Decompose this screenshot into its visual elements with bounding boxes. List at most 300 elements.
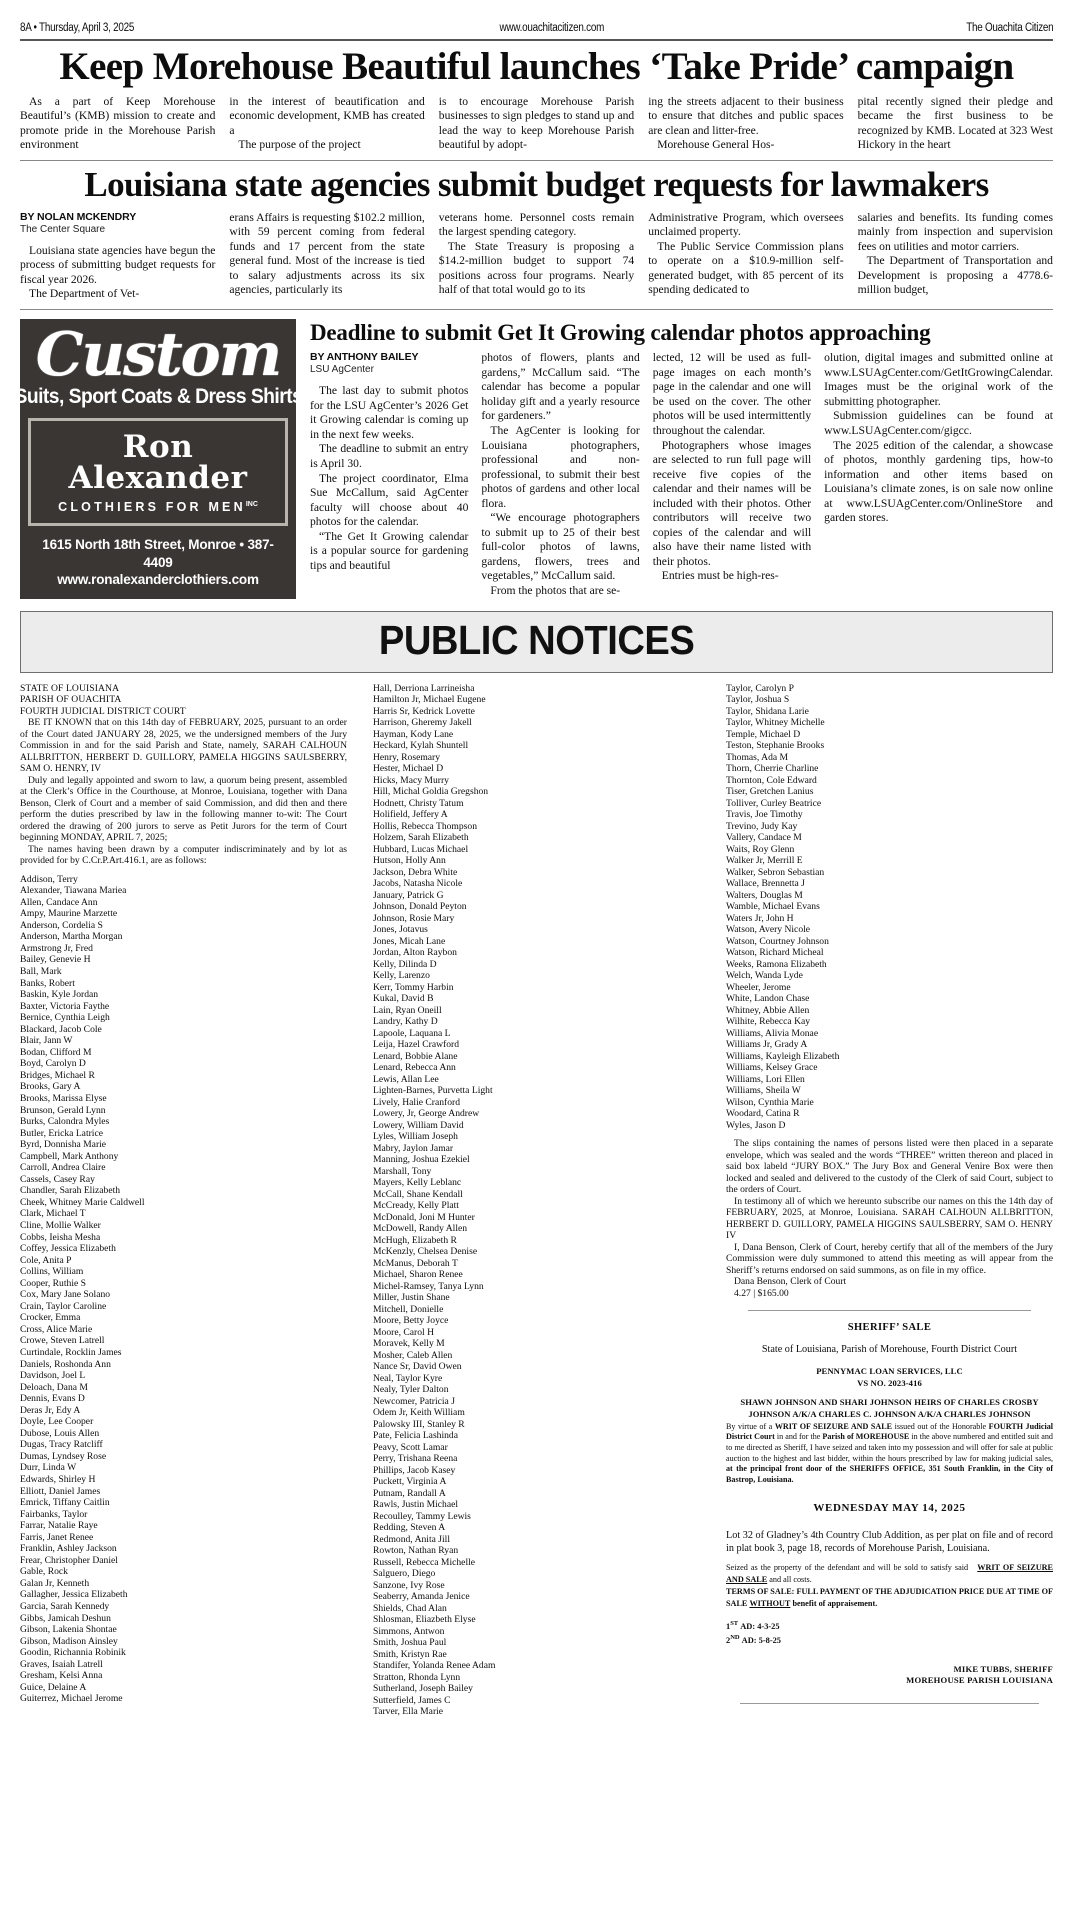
paragraph: The 2025 edition of the calendar, a showcase of photos, monthly gardening tips, how-to information and other items based on Louisiana’s climate zones, is on sale now online at www.LSUAgCenter.com/OnlineStore and garden stores. — [824, 438, 1053, 525]
juror-name: Lain, Ryan Oneill — [373, 1004, 442, 1016]
juror-name: Jones, Jotavus — [373, 924, 428, 936]
juror-name: Woodard, Catina R — [726, 1108, 800, 1120]
juror-name: Crain, Taylor Caroline — [20, 1300, 107, 1312]
sheriff-sale-date: WEDNESDAY MAY 14, 2025 — [813, 1501, 966, 1514]
juror-name-list-3 — [726, 683, 1053, 1132]
article2-byline-org: The Center Square — [20, 223, 106, 235]
juror-name: Hodnett, Christy Tatum — [373, 797, 464, 809]
juror-name: Hill, Michal Goldia Gregshon — [373, 786, 489, 798]
writ-court: FOURTH Judicial District Court — [726, 1421, 1053, 1442]
paragraph: salaries and benefits. Its funding comes mainly from inspection and supervision fees on utilities and motor carriers. — [857, 210, 1053, 253]
juror-name: White, Landon Chase — [726, 993, 810, 1005]
juror-name: Williams, Lori Ellen — [726, 1073, 805, 1085]
juror-name: Putnam, Randall A — [373, 1487, 446, 1499]
juror-name: Bodan, Clifford M — [20, 1046, 92, 1058]
juror-name: Jacobs, Natasha Nicole — [373, 878, 463, 890]
juror-name: Landry, Kathy D — [373, 1016, 438, 1028]
jury-court: FOURTH JUDICIAL DISTRICT COURT — [20, 705, 186, 717]
seized-writ-bold: WRIT OF SEIZURE AND SALE — [726, 1563, 1053, 1585]
juror-name: Lenard, Bobbie Alane — [373, 1050, 458, 1062]
juror-name: Hamilton Jr, Michael Eugene — [373, 694, 486, 706]
notice-separator — [748, 1310, 1031, 1311]
paragraph: Photographers whose images are selected to run full page will receive five copies of the calendar and their names will be included with their photos. Other contributors will receive two copies of the calendar and will also have their name listed with their photos. — [652, 438, 812, 568]
paragraph: ing the streets adjacent to their business to ensure that ditches and public spaces are clean and litter-free. — [648, 94, 844, 137]
juror-name: Cole, Anita P — [20, 1254, 72, 1266]
juror-name: Phillips, Jacob Kasey — [373, 1464, 456, 1476]
juror-name: Weeks, Ramona Elizabeth — [726, 958, 827, 970]
article1-column-4 — [648, 95, 843, 153]
juror-name: Galan Jr, Kenneth — [20, 1577, 90, 1589]
paragraph: The deadline to submit an entry is April 30. — [310, 442, 469, 471]
juror-name: Wilhite, Rebecca Kay — [726, 1016, 811, 1028]
juror-name: Newcomer, Patricia J — [373, 1395, 455, 1407]
ad1-date: AD: 4-3-25 — [740, 1621, 780, 1631]
juror-name: Elliott, Daniel James — [20, 1485, 101, 1497]
juror-name: Burks, Calondra Myles — [20, 1116, 110, 1128]
juror-name: Whitney, Abbie Allen — [726, 1004, 810, 1016]
article1-headline: Keep Morehouse Beautiful launches ‘Take Pride’ campaign — [59, 45, 1014, 88]
ad1-superscript: ST — [730, 1619, 739, 1627]
juror-name: Gallagher, Jessica Elizabeth — [20, 1589, 128, 1601]
juror-name: Armstrong Jr, Fred — [20, 942, 93, 954]
paragraph: The last day to submit photos for the LSU AgCenter’s 2026 Get it Growing calendar is coming up in the next few weeks. — [310, 384, 469, 441]
juror-name: Redding, Steven A — [373, 1522, 446, 1534]
juror-name: Marshall, Tony — [373, 1165, 432, 1177]
juror-name: Hayman, Kody Lane — [373, 728, 454, 740]
juror-name: Clark, Michael T — [20, 1208, 86, 1220]
writ-city: in the City of Bastrop, Louisiana. — [726, 1464, 1054, 1484]
juror-name: Cox, Mary Jane Solano — [20, 1289, 111, 1301]
paragraph: Morehouse General Hos- — [657, 138, 775, 152]
article3-wrapper — [310, 319, 1053, 599]
paragraph: From the photos that are se- — [490, 584, 621, 598]
juror-name: Wheeler, Jerome — [726, 981, 791, 993]
juror-name: Dumas, Lyndsey Rose — [20, 1450, 107, 1462]
juror-name: Moore, Betty Joyce — [373, 1315, 449, 1327]
juror-name: Watson, Courtney Johnson — [726, 935, 829, 947]
paragraph: The Department of Vet- — [29, 287, 140, 301]
juror-name: Alexander, Tiawana Mariea — [20, 885, 127, 897]
article2-column-1 — [20, 211, 215, 302]
ad2-date: AD: 5-8-25 — [741, 1636, 781, 1646]
ad2-ordinal: 2 — [726, 1636, 731, 1646]
paragraph: erans Affairs is requesting $102.2 million, with 59 percent coming from federal funds and 17 percent from the state general fund. Most of the increase is tied to salary adjustments across its six agencies, particularly its — [229, 210, 425, 297]
juror-name: Doyle, Lee Cooper — [20, 1416, 94, 1428]
ad-business-name: Ron Alexander — [68, 429, 248, 497]
juror-name: Perry, Trishana Reena — [373, 1453, 458, 1465]
paragraph: The project coordinator, Elma Sue McCallum, said AgCenter faculty will choose about 40 photos for the calendar. — [310, 471, 469, 529]
juror-name: Lighten-Barnes, Purvetta Light — [373, 1085, 493, 1097]
juror-name: Taylor, Carolyn P — [726, 682, 794, 694]
juror-name: Goodin, Richannia Robinik — [20, 1647, 126, 1659]
juror-name: Bridges, Michael R — [20, 1069, 95, 1081]
juror-name: January, Patrick G — [373, 889, 444, 901]
juror-name: Guice, Delaine A — [20, 1681, 87, 1693]
juror-name: Mitchell, Donielle — [373, 1303, 444, 1315]
juror-name: Fairbanks, Taylor — [20, 1508, 88, 1520]
jury-paragraph-3: The names having been drawn by a computer indiscriminately and by lot as provided for by C.Cr.P.Art.416.1, are as follows: — [20, 843, 347, 867]
juror-name: Collins, William — [20, 1266, 84, 1278]
juror-name: Neal, Taylor Kyre — [373, 1372, 443, 1384]
juror-name: McDonald, Joni M Hunter — [373, 1211, 475, 1223]
juror-name: Baxter, Victoria Faythe — [20, 1000, 110, 1012]
juror-name: McKenzly, Chelsea Denise — [373, 1246, 478, 1258]
juror-name: Holifield, Jeffery A — [373, 809, 448, 821]
sheriff-name: MIKE TUBBS, SHERIFF — [953, 1663, 1053, 1674]
paragraph: “We encourage photographers to submit up to 25 of their best full-color photos of lawns, gardens, flowers, trees and vegetables,” McCallum said. — [481, 511, 640, 583]
juror-name: Shlosman, Eliazbeth Elyse — [373, 1614, 476, 1626]
juror-name: Blair, Jann W — [20, 1035, 73, 1047]
juror-name: Michel-Ramsey, Tanya Lynn — [373, 1280, 484, 1292]
juror-name: Brooks, Marissa Elyse — [20, 1092, 107, 1104]
sheriff-parish: MOREHOUSE PARISH LOUISIANA — [906, 1675, 1053, 1686]
juror-name: Guiterrez, Michael Jerome — [20, 1693, 123, 1705]
juror-name: Travis, Joe Timothy — [726, 809, 803, 821]
article2-column-5 — [858, 211, 1053, 302]
juror-name: Jones, Micah Lane — [373, 935, 446, 947]
juror-name: Cross, Alice Marie — [20, 1323, 93, 1335]
juror-name: McCall, Shane Kendall — [373, 1188, 463, 1200]
article1-column-5 — [858, 95, 1053, 153]
juror-name: Kerr, Tommy Harbin — [373, 981, 454, 993]
paragraph: Louisiana state agencies have begun the process of submitting budget requests for fiscal year 2026. — [20, 243, 216, 286]
paragraph: photos of flowers, plants and gardens,” McCallum said. “The calendar has become a popular holiday gift and a yearly resource for gardeners.” — [481, 351, 640, 423]
juror-name: Holzem, Sarah Elizabeth — [373, 832, 469, 844]
juror-name: Watson, Avery Nicole — [726, 924, 811, 936]
juror-name: Blackard, Jacob Cole — [20, 1023, 102, 1035]
juror-name: Lyles, William Joseph — [373, 1131, 458, 1143]
juror-name: Shields, Chad Alan — [373, 1602, 447, 1614]
juror-name: Stratton, Rhonda Lynn — [373, 1671, 461, 1683]
juror-name: Rawls, Justin Michael — [373, 1499, 459, 1511]
juror-name: Sanzone, Ivy Rose — [373, 1579, 445, 1591]
juror-name: Thornton, Cole Edward — [726, 774, 817, 786]
paragraph: Entries must be high-res- — [661, 569, 779, 583]
juror-name: Lowery, Jr, George Andrew — [373, 1108, 480, 1120]
sheriff-defendant-line-1: SHAWN JOHNSON AND SHARI JOHNSON HEIRS OF CHARLES CROSBY — [740, 1397, 1039, 1408]
juror-name: Hollis, Rebecca Thompson — [373, 820, 478, 832]
juror-name: Watson, Richard Micheal — [726, 947, 824, 959]
juror-name: Coffey, Jessica Elizabeth — [20, 1243, 116, 1255]
notices-column-1 — [20, 683, 347, 1718]
juror-name: Temple, Michael D — [726, 728, 801, 740]
juror-name: Mabry, Jaylon Jamar — [373, 1142, 454, 1154]
juror-name: Sutherland, Joseph Bailey — [373, 1683, 473, 1695]
ad2-superscript: ND — [730, 1634, 740, 1642]
ad-website[interactable]: www.ronalexanderclothiers.com — [57, 572, 259, 588]
juror-name: Kelly, Larenzo — [373, 970, 430, 982]
jury-cost-line: 4.27 | $165.00 — [734, 1287, 789, 1299]
juror-name: Smith, Kristyn Rae — [373, 1648, 447, 1660]
terms-tail: benefit of appraisement. — [792, 1598, 878, 1608]
juror-name: Carroll, Andrea Claire — [20, 1162, 106, 1174]
juror-name: Bailey, Genevie H — [20, 954, 91, 966]
article3-column-3 — [653, 351, 811, 598]
juror-name: Daniels, Roshonda Ann — [20, 1358, 111, 1370]
jury-closing-3: I, Dana Benson, Clerk of Court, hereby certify that all of the members of the Jury Commission were duly summoned to attend this meeting as will appear from the Sheriff’s returns endorsed on said summons, as on file in my office. — [726, 1241, 1053, 1276]
writ-issued: issued out of the Honorable — [894, 1421, 987, 1431]
paragraph: Submission guidelines can be found at www.LSUAgCenter.com/gigcc. — [824, 409, 1053, 438]
article-divider-1 — [20, 160, 1053, 161]
juror-name: Salguero, Diego — [373, 1568, 436, 1580]
sheriff-signature-block — [726, 1664, 1053, 1687]
terms-text: FULL PAYMENT OF THE ADJUDICATION PRICE DUE AT TIME OF SALE — [726, 1587, 1054, 1608]
juror-name: Henry, Rosemary — [373, 751, 441, 763]
juror-name: Cobbs, Ieisha Mesha — [20, 1231, 101, 1243]
juror-name: Walters, Douglas M — [726, 889, 803, 901]
juror-name: Standifer, Yolanda Renee Adam — [373, 1660, 496, 1672]
sheriff-terms-of-sale — [726, 1586, 1053, 1610]
ron-alexander-advertisement[interactable] — [14, 319, 302, 599]
juror-name: Sutterfield, James C — [373, 1694, 451, 1706]
ad-tagline-inc: INC — [245, 500, 258, 508]
juror-name: Manning, Joshua Ezekiel — [373, 1154, 470, 1166]
juror-name: Boyd, Carolyn D — [20, 1058, 86, 1070]
juror-name: Deras Jr, Edy A — [20, 1404, 81, 1416]
article2-headline: Louisiana state agencies submit budget requests for lawmakers — [84, 164, 989, 204]
juror-name: Russell, Rebecca Michelle — [373, 1556, 476, 1568]
jury-closing-2: In testimony all of which we hereunto subscribe our names on this the 14th day of FEBRUARY, 2025, at Monroe, Louisiana. SARAH CALHOUN ALLBRITTON, HERBERT D. GUILLORY, PAMELA HIGGINS SAULSBERRY, SAM O. HENRY IV — [726, 1195, 1053, 1242]
juror-name: Crowe, Steven Latrell — [20, 1335, 105, 1347]
juror-name: Welch, Wanda Lyde — [726, 970, 803, 982]
juror-name: Jackson, Debra White — [373, 866, 458, 878]
juror-name: Hall, Derriona Larrineisha — [373, 682, 475, 694]
article2-column-3 — [439, 211, 634, 302]
sheriff-ad-dates — [726, 1619, 1053, 1648]
juror-name: Lenard, Rebecca Ann — [373, 1062, 456, 1074]
jury-paragraph-2: Duly and legally appointed and sworn to law, a quorum being present, assembled at the Clerk’s Office in the Courthouse, at Monroe, Louisiana, together with Dana Benson, Clerk of Court and a member of said Commission, and did then and there perform the duties prescribed by law in the following manner to-wit: The Court ordered the drawing of 200 jurors to serve as Petit Jurors for the term of Court beginning MONDAY, APRIL 7, 2025; — [20, 774, 347, 844]
juror-name: Graves, Isaiah Latrell — [20, 1658, 103, 1670]
juror-name: Cassels, Casey Ray — [20, 1173, 95, 1185]
juror-name: Wyles, Jason D — [726, 1119, 786, 1131]
juror-name: Frear, Christopher Daniel — [20, 1554, 118, 1566]
notices-column-3 — [726, 683, 1053, 1718]
juror-name: Pate, Felicia Lashinda — [373, 1430, 458, 1442]
juror-name: Chandler, Sarah Elizabeth — [20, 1185, 121, 1197]
jury-clerk-signature: Dana Benson, Clerk of Court — [734, 1276, 847, 1288]
juror-name: Wallace, Brennetta J — [726, 878, 805, 890]
juror-name: Wamble, Michael Evans — [726, 901, 820, 913]
article3-byline-org: LSU AgCenter — [310, 364, 374, 376]
juror-name: Heckard, Kylah Shuntell — [373, 740, 469, 752]
juror-name: Curtindale, Rocklin James — [20, 1347, 122, 1358]
jury-parish: PARISH OF OUACHITA — [20, 694, 122, 706]
juror-name: Jordan, Alton Raybon — [373, 947, 457, 959]
ad-tagline-text: CLOTHIERS FOR MEN — [58, 500, 246, 515]
juror-name: Leija, Hazel Crawford — [373, 1039, 460, 1051]
paragraph: The purpose of the project — [238, 138, 361, 152]
juror-name: Thomas, Ada M — [726, 751, 789, 763]
paragraph: The State Treasury is proposing a $14.2-million budget to support 74 positions across four programs. Nearly half of that total would go to its — [438, 239, 635, 297]
juror-name: Addison, Terry — [20, 873, 78, 885]
juror-name: Mosher, Caleb Allen — [373, 1349, 453, 1361]
jury-paragraph-1: BE IT KNOWN that on this 14th day of FEBRUARY, 2025, pursuant to an order of the Court dated JANUARY 28, 2025, we the undersigned members of the Jury Commission in and for the said Parish and State, namely, SARAH CALHOUN ALLBRITTON, HERBERT D. GUILLORY, PAMELA HIGGINS SAULSBERRY, SAM O. HENRY, IV — [20, 717, 347, 775]
writ-parish: Parish of MOREHOUSE — [822, 1432, 910, 1442]
seized-tail: and all costs. — [769, 1575, 812, 1585]
article3-byline: BY ANTHONY BAILEY — [310, 351, 419, 364]
juror-name: Brunson, Gerald Lynn — [20, 1104, 106, 1116]
article1-column-3 — [439, 95, 634, 153]
juror-name: Rowton, Nathan Ryan — [373, 1545, 459, 1557]
juror-name: Taylor, Shidana Larie — [726, 705, 809, 717]
juror-name: Taylor, Joshua S — [726, 694, 790, 706]
article2-column-4 — [648, 211, 843, 302]
juror-name: Franklin, Ashley Jackson — [20, 1543, 117, 1555]
juror-name: Dubose, Louis Allen — [20, 1427, 100, 1439]
paragraph: in the interest of beautification and economic development, KMB has created a — [229, 94, 425, 137]
juror-name: Gibbs, Jamicah Deshun — [20, 1612, 111, 1624]
page-masthead — [20, 22, 1053, 39]
article3-headline: Deadline to submit Get It Growing calendar photos approaching — [310, 319, 931, 345]
juror-name: Thorn, Cherrie Charline — [726, 763, 819, 775]
writ-intro: By virtue of a — [726, 1421, 773, 1431]
paragraph: veterans home. Personnel costs remain the largest spending category. — [438, 210, 635, 239]
article1-column-1 — [20, 95, 215, 153]
writ-detail: in the above numbered and entitled suit and to me directed as Sheriff, I have seized and taken into my possession and will offer for sale at public auction to the highest and last bidder, within the hours prescribed by law for making judicial sales, — [726, 1432, 1053, 1463]
paragraph: pital recently signed their pledge and became the first business to be recognized by KMB. Located at 323 West Hickory in the heart — [857, 94, 1053, 152]
juror-name: Moore, Carol H — [373, 1326, 435, 1338]
sheriff-ad-first — [726, 1619, 1053, 1633]
juror-name: Waters Jr, John H — [726, 912, 794, 924]
juror-name: Durr, Linda W — [20, 1462, 77, 1474]
paragraph: Administrative Program, which oversees unclaimed property. — [648, 210, 844, 239]
juror-name: Seaberry, Amanda Jenice — [373, 1591, 470, 1603]
juror-name: Anderson, Martha Morgan — [20, 931, 123, 943]
juror-name: Hicks, Macy Murry — [373, 774, 449, 786]
ad-script-logo: Custom — [35, 319, 281, 390]
sheriff-plaintiff: PENNYMAC LOAN SERVICES, LLC — [816, 1365, 963, 1376]
juror-name: Lively, Halie Cranford — [373, 1096, 461, 1108]
juror-name: Edwards, Shirley H — [20, 1474, 96, 1486]
sheriff-ad-second — [726, 1633, 1053, 1647]
sheriff-sale-title: SHERIFF’ SALE — [847, 1322, 932, 1334]
juror-name: Vallery, Candace M — [726, 832, 802, 844]
juror-name: Allen, Candace Ann — [20, 896, 98, 908]
juror-name: Wilson, Cynthia Marie — [726, 1096, 814, 1108]
article1-column-2 — [229, 95, 424, 153]
notices-column-2 — [373, 683, 700, 1718]
juror-name: Garcia, Sarah Kennedy — [20, 1601, 110, 1613]
juror-name: Lapoole, Laquana L — [373, 1027, 451, 1039]
masthead-website[interactable]: www.ouachitacitizen.com — [499, 22, 605, 34]
article3-column-1 — [310, 351, 468, 598]
article2-column-2 — [229, 211, 424, 302]
juror-name: Odem Jr, Keith William — [373, 1407, 465, 1419]
juror-name: Lewis, Allan Lee — [373, 1073, 439, 1085]
masthead-divider — [20, 39, 1053, 41]
juror-name: McManus, Deborah T — [373, 1257, 458, 1269]
juror-name: Davidson, Joel L — [20, 1370, 86, 1382]
seized-text: Seized as the property of the defendant and will be sold to satisfy said — [726, 1563, 969, 1573]
public-notices-title: PUBLIC NOTICES — [378, 616, 695, 663]
jury-closing-1: The slips containing the names of persons listed were then placed in a separate envelope, which was sealed and the words “THREE” written thereon and placed in said box labeld “JURY BOX.” The Jury Box and General Venire Box were then locked and sealed and delivered to the custody of the Clerk of said Court, subject to the orders of Court. — [726, 1138, 1053, 1196]
article3-column-4 — [824, 351, 1053, 598]
juror-name: Taylor, Whitney Michelle — [726, 717, 825, 729]
juror-name: Dennis, Evans D — [20, 1393, 85, 1405]
juror-name: Williams, Kelsey Grace — [726, 1062, 818, 1074]
juror-name: Moravek, Kelly M — [373, 1338, 445, 1350]
juror-name: Williams, Sheila W — [726, 1085, 801, 1097]
juror-name: Walker Jr, Merrill E — [726, 855, 803, 867]
juror-name: Teston, Stephanie Brooks — [726, 740, 825, 752]
ad1-ordinal: 1 — [726, 1621, 731, 1631]
juror-name: Simmons, Antwon — [373, 1625, 445, 1637]
juror-name-list-2 — [373, 683, 700, 1718]
juror-name: Butler, Ericka Latrice — [20, 1127, 103, 1139]
juror-name: Williams, Kayleigh Elizabeth — [726, 1050, 840, 1062]
juror-name: Nance Sr, David Owen — [373, 1361, 462, 1373]
juror-name: Michael, Sharon Renee — [373, 1269, 463, 1281]
writ-phrase: WRIT OF SEIZURE AND SALE — [774, 1421, 893, 1431]
juror-name: Bernice, Cynthia Leigh — [20, 1012, 110, 1024]
juror-name: Tarver, Ella Marie — [373, 1706, 444, 1718]
juror-name: Ampy, Maurine Marzette — [20, 908, 118, 920]
juror-name: Byrd, Donnisha Marie — [20, 1139, 107, 1151]
ad-subtitle: Suits, Sport Coats & Dress Shirts — [14, 385, 302, 409]
public-notices-banner — [20, 611, 1053, 673]
article3-column-2 — [481, 351, 639, 598]
paragraph: “The Get It Growing calendar is a popular source for gardening tips and beautiful — [310, 529, 469, 572]
juror-name: Hubbard, Lucas Michael — [373, 843, 469, 855]
masthead-paper-name: The Ouachita Citizen — [965, 22, 1053, 34]
ad-address: 1615 North 18th Street, Monroe • 387-4409 — [42, 537, 274, 571]
juror-name: Cline, Mollie Walker — [20, 1219, 101, 1231]
article-divider-2 — [20, 309, 1053, 310]
juror-name: Gibson, Lakenia Shontae — [20, 1624, 117, 1636]
juror-name: Nealy, Tyler Dalton — [373, 1384, 449, 1396]
juror-name: Redmond, Anita Jill — [373, 1533, 451, 1545]
ad-tagline — [37, 500, 279, 514]
juror-name: Cheek, Whitney Marie Caldwell — [20, 1196, 145, 1208]
sheriff-case-number: VS NO. 2023-416 — [857, 1378, 922, 1389]
juror-name: Tolliver, Curley Beatrice — [726, 797, 822, 809]
juror-name: Brooks, Gary A — [20, 1081, 81, 1093]
article2-byline: BY NOLAN MCKENDRY — [20, 210, 137, 223]
terms-without: WITHOUT — [749, 1598, 791, 1608]
juror-name: Farrar, Natalie Raye — [20, 1520, 98, 1532]
terms-label: TERMS OF SALE: — [726, 1587, 795, 1597]
juror-name: Gable, Rock — [20, 1566, 68, 1578]
juror-name: Johnson, Donald Peyton — [373, 901, 467, 913]
juror-name: Baskin, Kyle Jordan — [20, 989, 99, 1001]
sheriff-sale-court: State of Louisiana, Parish of Morehouse, Fourth District Court — [761, 1343, 1018, 1355]
juror-name: Williams Jr, Grady A — [726, 1039, 808, 1051]
juror-name: Harris Sr, Kedrick Lovette — [373, 705, 475, 717]
juror-name: Mayers, Kelly Leblanc — [373, 1177, 462, 1189]
juror-name: Kelly, Dilinda D — [373, 958, 437, 970]
ad-and-article3-zone — [14, 319, 1053, 599]
juror-name: Kukal, David B — [373, 993, 434, 1005]
juror-name: Palowsky III, Stanley R — [373, 1418, 465, 1430]
juror-name: Williams, Alivia Monae — [726, 1027, 819, 1039]
sheriff-sale-body — [726, 1422, 1053, 1486]
juror-name: Johnson, Rosie Mary — [373, 912, 455, 924]
juror-name: Lowery, William David — [373, 1119, 464, 1131]
sheriff-seizure-clause — [726, 1562, 1053, 1586]
juror-name: Tiser, Gretchen Lanius — [726, 786, 814, 798]
juror-name: Hester, Michael D — [373, 763, 444, 775]
notice-end-rule — [740, 1703, 1039, 1704]
juror-name: Puckett, Virginia A — [373, 1476, 447, 1488]
juror-name: Campbell, Mark Anthony — [20, 1150, 119, 1162]
paragraph: As a part of Keep Morehouse Beautiful’s (KMB) mission to create and promote pride in the Morehouse Parish environment — [20, 94, 216, 152]
juror-name: Hutson, Holly Ann — [373, 855, 446, 867]
juror-name: Farris, Janet Renee — [20, 1531, 94, 1543]
sheriff-defendant-line-2: JOHNSON A/K/A CHARLES C. JOHNSON A/K/A CHARLES JOHNSON — [748, 1409, 1031, 1420]
juror-name: Walker, Sebron Sebastian — [726, 866, 825, 878]
ad-name-box — [28, 418, 288, 526]
paragraph: is to encourage Morehouse Parish businesses to sign pledges to stand up and lead the way to keep Morehouse Parish beautiful by adopt- — [438, 94, 635, 152]
